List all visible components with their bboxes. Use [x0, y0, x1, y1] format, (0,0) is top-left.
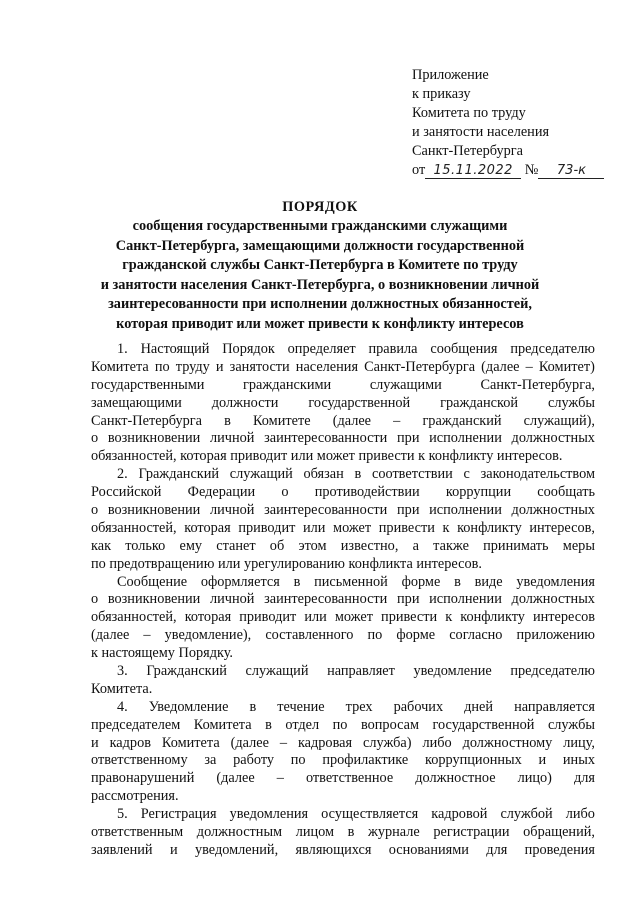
- paragraph-line: о возникновении личной заинтересованности при исполнении должностных: [91, 591, 595, 608]
- paragraph-line: о возникновении личной заинтересованности при исполнении должностных: [91, 430, 595, 447]
- order-prefix: от: [412, 162, 426, 178]
- subtitle-line: сообщения государственными гражданскими служащими: [132, 218, 508, 234]
- order-number-sign: №: [524, 162, 539, 178]
- appendix-line: Комитета по труду: [412, 105, 526, 121]
- subtitle-line: гражданской службы Санкт-Петербурга в Комитете по труду: [122, 257, 518, 273]
- appendix-line: и занятости населения: [412, 124, 550, 140]
- paragraph-line: Комитета по труду и занятости населения Санкт-Петербурга (далее – Комитет): [91, 358, 595, 375]
- paragraph-line: о возникновении личной заинтересованности при исполнении должностных: [91, 502, 595, 519]
- paragraph-line: обязанностей, которая приводит или может привести к конфликту интересов.: [91, 448, 563, 465]
- appendix-line: Приложение: [412, 67, 489, 83]
- paragraph-line: по предотвращению или урегулированию конфликта интересов.: [91, 555, 482, 572]
- paragraph-first-line: Сообщение оформляется в письменной форме в виде уведомления: [117, 573, 595, 590]
- appendix-line: к приказу: [412, 86, 471, 102]
- paragraph-line: как только ему станет об этом известно, а также принимать меры: [91, 537, 595, 554]
- paragraph-line: и кадров Комитета (далее – кадровая служба) либо должностному лицу,: [91, 734, 595, 751]
- appendix-line: Санкт-Петербурга: [412, 143, 523, 159]
- paragraph-first-line: 4. Уведомление в течение трех рабочих дней направляется: [117, 698, 595, 715]
- paragraph-line: рассмотрения.: [91, 788, 179, 805]
- paragraph-line: правонарушений (далее – ответственное должностное лицо) для: [91, 770, 595, 787]
- paragraph-line: Санкт-Петербурга в Комитете (далее – гражданский служащий),: [91, 412, 595, 429]
- document-heading: [60, 198, 580, 218]
- subtitle-line: Санкт-Петербурга, замещающими должности государственной: [115, 237, 525, 254]
- paragraph-first-line: 2. Гражданский служащий обязан в соответствии с законодательством: [117, 466, 595, 483]
- paragraph-line: председателем Комитета в отдел по вопросам государственной службы: [91, 716, 595, 733]
- paragraph-line: государственными гражданскими служащими Санкт-Петербурга,: [91, 376, 595, 393]
- document-subtitle: [60, 217, 580, 334]
- paragraph-line: замещающими должности государственной гражданской службы: [91, 394, 595, 411]
- paragraph-line: обязанностей, которая приводит или может привести к конфликту интересов: [91, 609, 595, 626]
- paragraph-line: к настоящему Порядку.: [91, 645, 234, 662]
- paragraph-line: Комитета.: [91, 680, 153, 697]
- paragraph-line: обязанностей, которая приводит или может привести к конфликту интересов,: [91, 519, 595, 536]
- order-reference: [412, 161, 612, 180]
- order-date-handwritten: 15.11.2022: [425, 164, 521, 179]
- paragraph-first-line: 3. Гражданский служащий направляет уведомление председателю: [117, 663, 595, 680]
- subtitle-line: которая приводит или может привести к конфликту интересов: [116, 315, 524, 332]
- document-body: [91, 341, 595, 860]
- order-number-handwritten: 73-к: [538, 164, 604, 179]
- subtitle-line: заинтересованности при исполнении должностных обязанностей,: [108, 296, 532, 312]
- paragraph-line: ответственному за работу по профилактике коррупционных и иных: [91, 752, 595, 769]
- paragraph-line: (далее – уведомление), составленного по форме согласно приложению: [91, 627, 595, 644]
- paragraph-line: ответственным должностным лицом в журнале регистрации обращений,: [91, 824, 595, 841]
- paragraph-first-line: 1. Настоящий Порядок определяет правила сообщения председателю: [117, 341, 595, 357]
- appendix-block: [412, 66, 612, 180]
- paragraph-first-line: 5. Регистрация уведомления осуществляется кадровой службой либо: [117, 806, 595, 823]
- subtitle-line: и занятости населения Санкт-Петербурга, о возникновении личной: [100, 276, 540, 293]
- paragraph-line: Российской Федерации о противодействии коррупции сообщать: [91, 484, 595, 501]
- paragraph-line: заявлений и уведомлений, являющихся основаниями для проведения: [91, 841, 595, 858]
- heading-text: ПОРЯДОК: [282, 199, 358, 215]
